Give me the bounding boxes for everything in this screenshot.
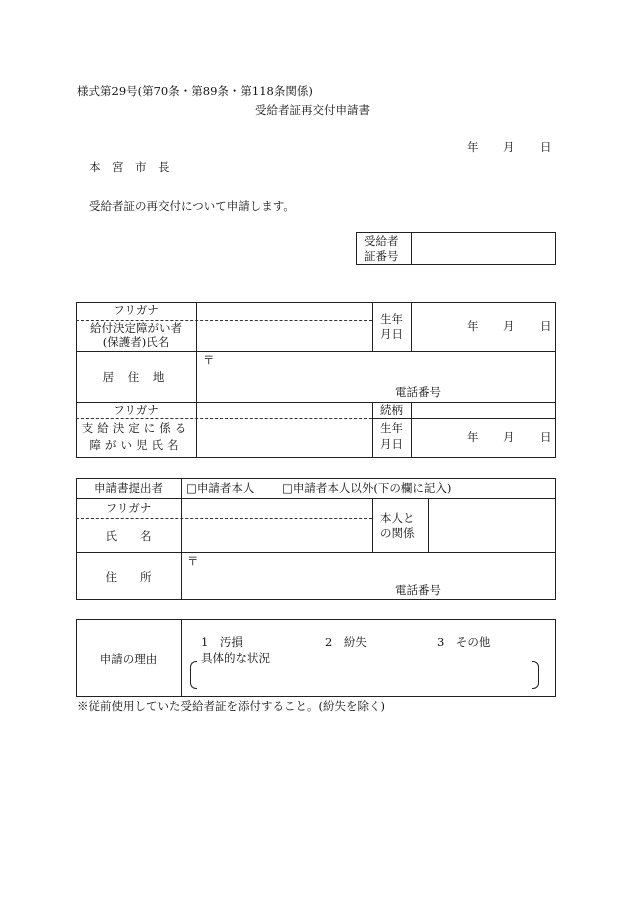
child-birth-day: 日 [540, 430, 552, 444]
guardian-name-label-1: 給付決定障がい者 [90, 321, 182, 335]
child-birth-label-1: 生年 [380, 421, 403, 435]
reason-option-soiled[interactable]: 1 汚損 [201, 635, 243, 649]
submitter-name-label: 氏 名 [105, 529, 152, 543]
submitter-furigana-label: フリガナ [105, 501, 152, 515]
details-left-bracket [190, 661, 197, 689]
relation-label-2: の関係 [380, 526, 415, 540]
date-year-label: 年 [467, 140, 479, 154]
details-label: 具体的な状況 [201, 651, 270, 665]
footnote: ※従前使用していた受給者証を添付すること。(紛失を除く) [77, 699, 385, 713]
relationship-label: 続柄 [380, 403, 403, 417]
submitter-phone-label: 電話番号 [395, 583, 441, 597]
residence-postal-mark: 〒 [203, 353, 215, 367]
residence-label: 居 住 地 [102, 370, 170, 384]
recipient-number-label-2: 証番号 [364, 249, 399, 263]
child-name-label-2: 障がい児氏名 [89, 438, 183, 452]
guardian-name-label-2: (保護者)氏名 [102, 335, 170, 349]
guardian-birth-label-2: 月日 [380, 327, 403, 341]
submitter-option-other[interactable]: □申請者本人以外(下の欄に記入) [282, 481, 452, 495]
guardian-furigana-label: フリガナ [113, 303, 159, 317]
date-month-label: 月 [503, 140, 515, 154]
child-furigana-label: フリガナ [113, 403, 159, 417]
residence-phone-label: 電話番号 [395, 385, 441, 399]
reason-option-other[interactable]: 3 その他 [437, 635, 491, 649]
date-day-label: 日 [540, 140, 552, 154]
recipient-number-label-1: 受給者 [364, 234, 399, 248]
child-birth-month: 月 [503, 430, 515, 444]
reason-option-lost[interactable]: 2 紛失 [325, 635, 367, 649]
child-name-label-1: 支給決定に係る [81, 421, 191, 435]
relation-label-1: 本人と [380, 511, 415, 525]
child-birth-label-2: 月日 [380, 437, 403, 451]
guardian-birth-day: 日 [540, 319, 552, 333]
guardian-birth-label-1: 生年 [380, 312, 403, 326]
submitter-option-self[interactable]: □申請者本人 [186, 481, 255, 495]
submitter-postal-mark: 〒 [187, 554, 199, 568]
reason-label: 申請の理由 [99, 652, 158, 666]
request-statement: 受給者証の再交付について申請します。 [89, 199, 295, 213]
submitter-address-label: 住 所 [105, 570, 152, 584]
form-number: 様式第29号(第70条・第89条・第118条関係) [77, 84, 313, 98]
guardian-birth-year: 年 [467, 319, 479, 333]
details-right-bracket [532, 661, 539, 689]
child-birth-year: 年 [467, 430, 479, 444]
submitter-label: 申請書提出者 [94, 481, 163, 495]
guardian-birth-month: 月 [503, 319, 515, 333]
addressee: 本 宮 市 長 [89, 160, 170, 174]
form-title: 受給者証再交付申請書 [255, 103, 370, 117]
